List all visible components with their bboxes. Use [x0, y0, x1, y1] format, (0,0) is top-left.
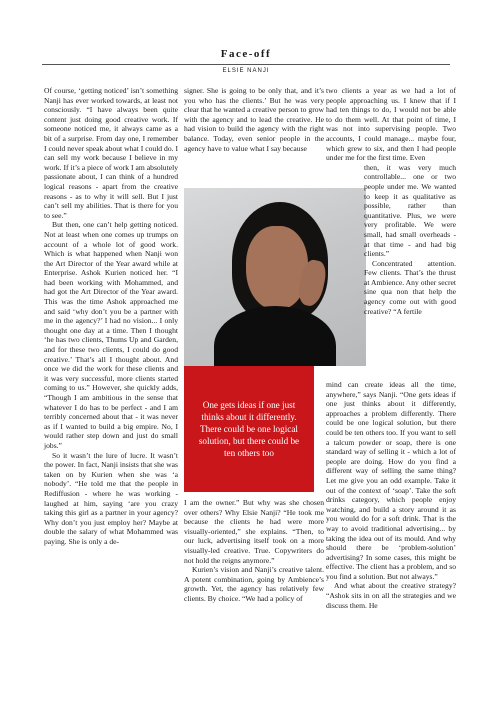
paragraph: But then, one can’t help getting noticed. Not at least when one comes up trumps on account of a whole lot of good work. Which is what happened when Nanji won the Art Director of the Year award while at Enterprise. Ashok Kurien noticed her. “I had been working with Mohammed, and had got the Art Director of the Year award. This was the time Ashok approached me and said ‘why don’t you be a partner with me in the agency?’ I had no vision... I only thought one day at a time. Then I thought ‘he has two clients, Thums Up and Garden, and for these two clients, I could do good creative.’ That’s all I thought about. And once we did the work for these clients and it was very successful, more clients started coming to us.” However, she quickly adds, “Though I am ambitious in the sense that whatever I do has to be perfect - and I am terribly concerned about that - it was never as if I wanted to build a big empire. No, I would rather step down and just do small jobs.” — [44, 220, 178, 450]
paragraph: two clients a year as we had a lot of people approaching us. I knew that if I had ten things to do, I would not be able to do them well. At that point of time, I was not into supervising people. Two accounts, I could manage... maybe four, which grew to six, and then I had people under me for the first time. Even — [326, 86, 456, 163]
paragraph: I am the owner.” But why was she chosen over others? Why Elsie Nanji? “He took me because the clients he had were more visually-oriented,” she explains. “Then, to our luck, advertising itself took on a more visually-led creative. True. Copywriters do not hold the reigns anymore.” — [184, 498, 324, 565]
section-title: Face-off — [220, 48, 272, 60]
paragraph: then, it was very much controllable... one or two people under me. We wanted to keep it as qualitative as possible, rather than quantitative. Plus, we were very profitable. We were small, had small overheads - at that time - and had big clients.” — [364, 162, 456, 259]
article-column-1 — [44, 86, 178, 547]
paragraph: signer. She is going to be only that, and it’s you who has the clients.’ But he was very clear that he wanted a creative person to grow with the agency and to lead the creative. He had vision to build the agency with the right balance. Today, even senior people in the agency have to value what I say because — [184, 86, 324, 153]
pull-quote-box — [184, 366, 314, 492]
article-column-3-bottom — [326, 380, 456, 610]
paragraph: Of course, ‘getting noticed’ isn’t something Nanji has ever worked towards, at least not consciously. “I have always been quite content just doing good creative work. If someone noticed me, it always came as a bit of a surprise. From day one, I remember I could never speak about what I could do. I can sell my work because I believe in my work. If it’s a piece of work I am absolutely passionate about, I can think of a hundred logical reasons - apart from the creative reasons - as to why it will sell. But I just can’t sell my abilities. That is there for you to see.” — [44, 86, 178, 220]
article-column-3-top — [326, 86, 456, 316]
byline: ELSIE NANJI — [222, 68, 270, 74]
paragraph: And what about the creative strategy? “Ashok sits in on all the strategies and we discuss them. He — [326, 581, 456, 610]
photo-body — [214, 306, 336, 366]
article-column-2-bottom — [184, 498, 324, 604]
paragraph: So it wasn’t the lure of lucre. It wasn’t the power. In fact, Nanji insists that she was taken on by Kurien when she was ‘a nobody’. “He told me that the people in Rediffusion - where he was working - laughed at him, saying ‘are you crazy taking this girl as a partner in your agency? Why don’t you just employ her? Maybe at double the salary of what Mohammed was paying. She is only a de- — [44, 450, 178, 546]
paragraph: mind can create ideas all the time, anywhere,” says Nanji. “One gets ideas if one just thinks about it differently, approaches a problem differently. There could be one logical solution, but there could be ten others too. If you want to sell a talcum powder or soap, there is one standard way of selling it - which a lot of people are doing. How do you find a different way of selling the same thing? Let me give you an odd example. Take it out of the context of ‘soap’. Take the soft drinks category, which people enjoy watching, and build a story around it as you would do for a soft drink. That is the way to avoid traditional advertising... by taking the idea out of its mould. And why should there be ‘problem-solution’ advertising? In some cases, this might be effective. The client has a problem, and so you find a solution. But not always.” — [326, 380, 456, 581]
pull-quote-text: One gets ideas if one just thinks about it differently. There could be one logical solution, but there could be ten others too — [198, 400, 300, 458]
paragraph: Concentrated attention. Few clients. That’s the thrust at Ambience. Any other secret sine qua non that help the agency come out with good creative? “A fertile — [364, 258, 456, 316]
article-column-2-top — [184, 86, 324, 153]
header-rule — [42, 64, 450, 65]
wrap-around-text — [364, 163, 456, 317]
section-header — [42, 48, 450, 60]
paragraph: Kurien’s vision and Nanji’s creative talent. A potent combination, going by Ambience’s growth. Yet, the agency has relatively few clients. By choice. “We had a policy of — [184, 565, 324, 603]
